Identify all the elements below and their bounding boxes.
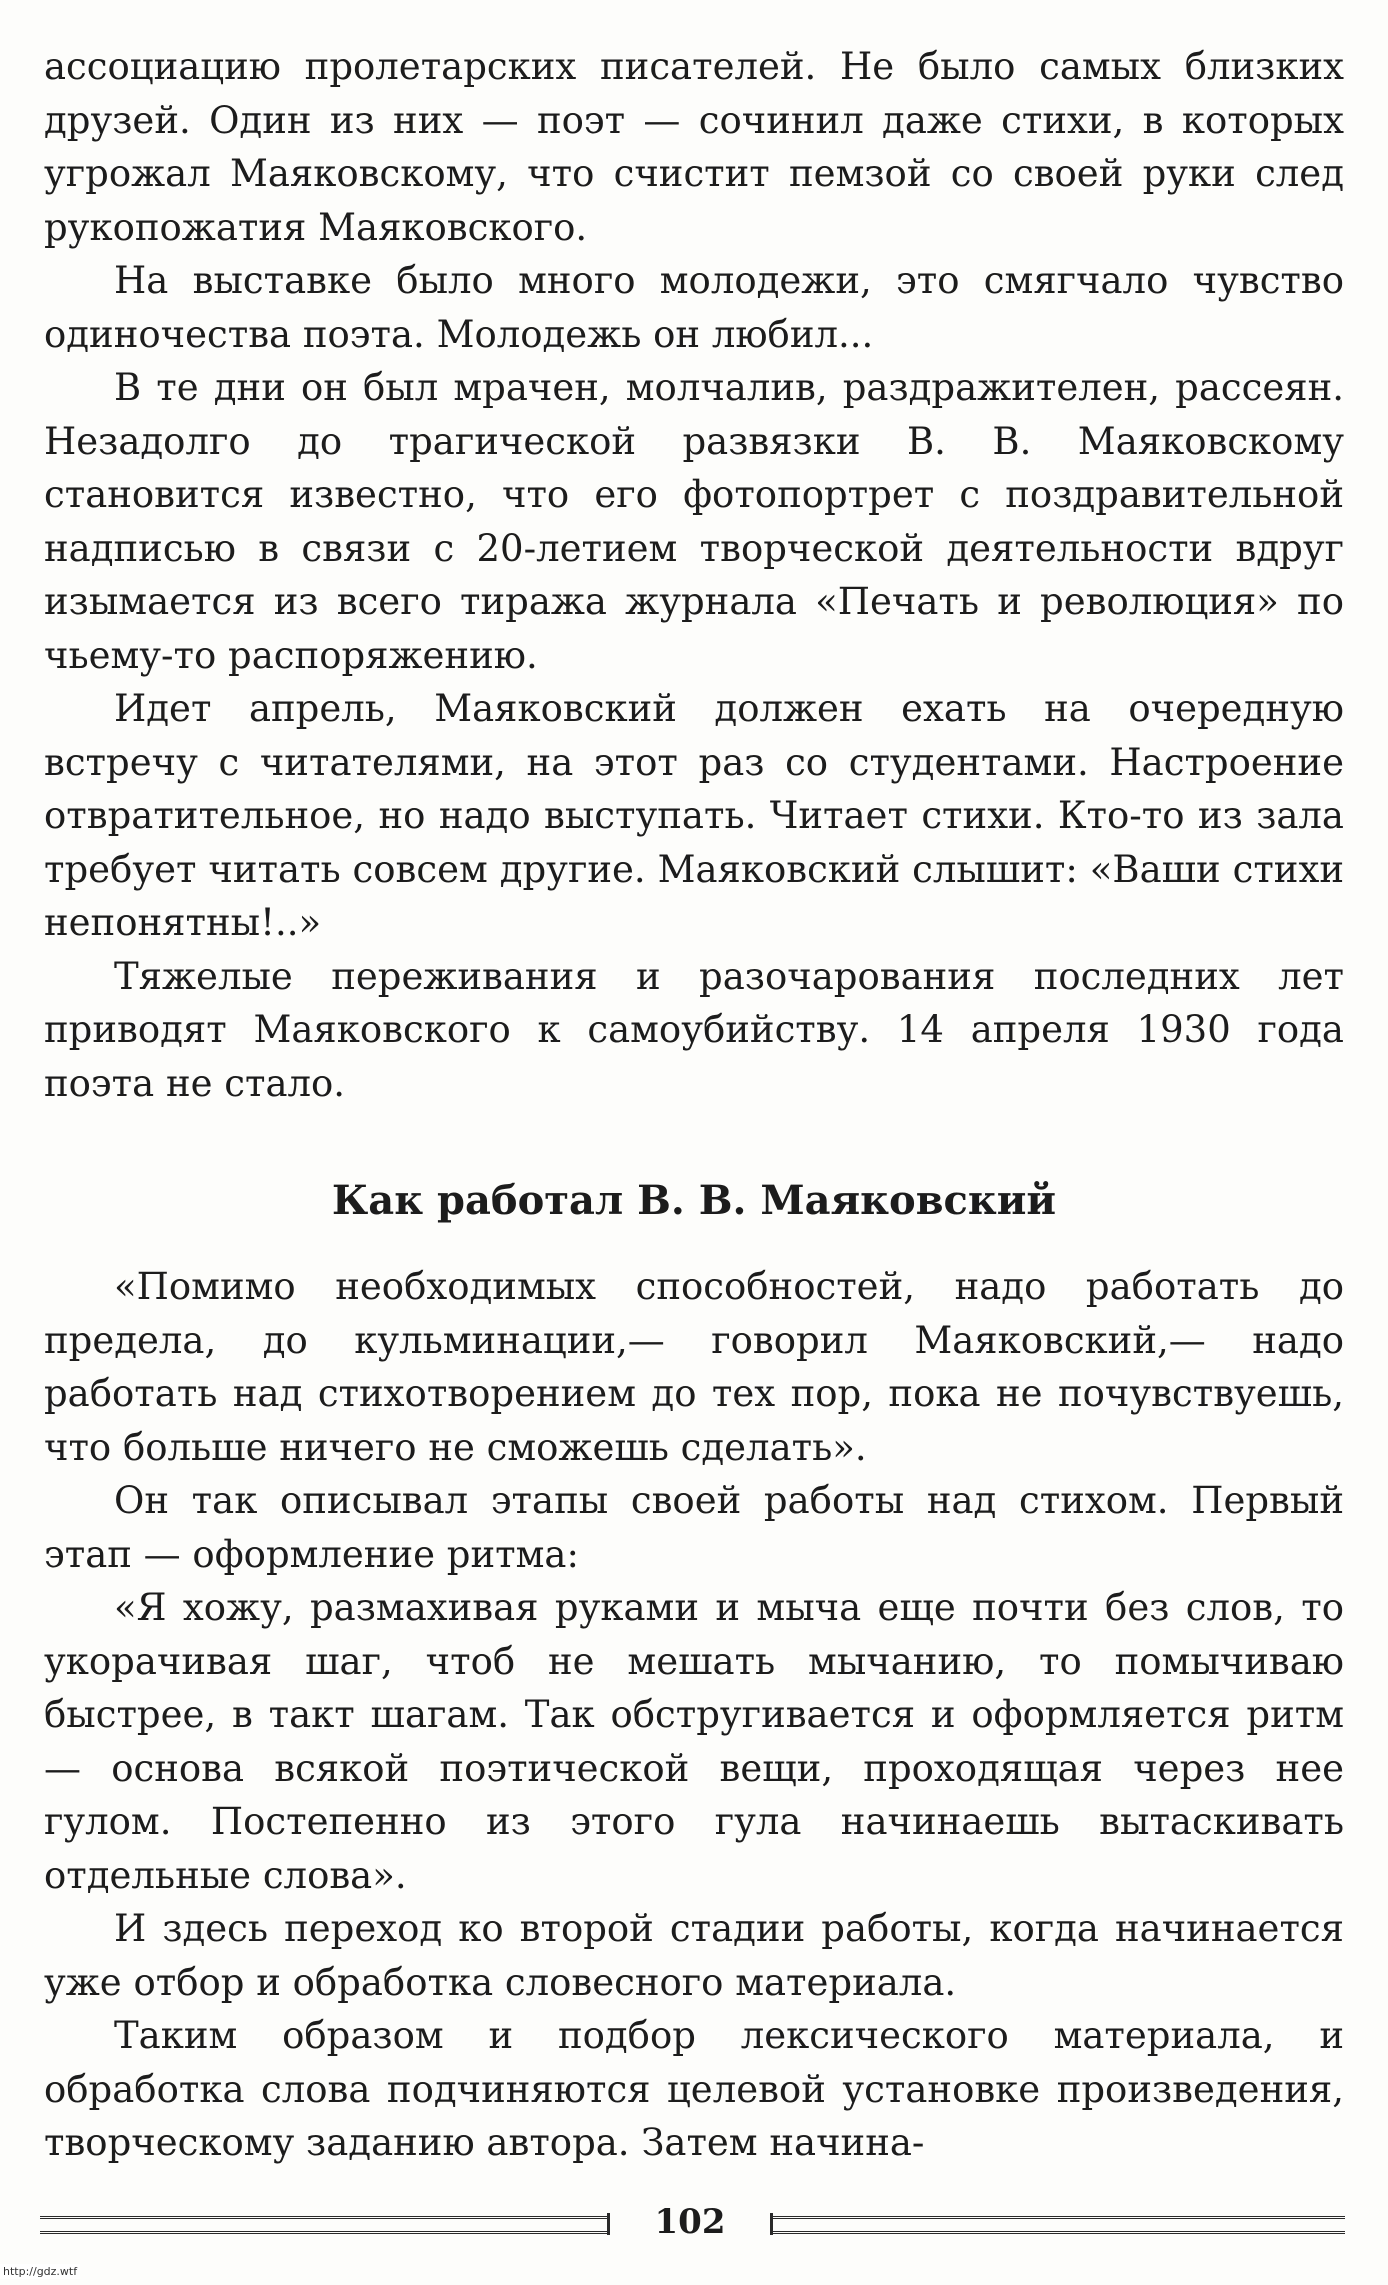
paragraph-2: На выставке было много молодежи, это смягчало чувство одиночества поэта. Молодежь он любил... (44, 259, 1344, 356)
paragraph-6: «Помимо необходимых способностей, надо работать до предела, до кульминации,— говорил Маяковский,— надо работать над стихотворением до тех пор, пока не почувствуешь, что больше ничего не сможешь сделать». (44, 1265, 1344, 1469)
paragraph-7: Он так описывал этапы своей работы над стихом. Первый этап — оформление ритма: (44, 1479, 1344, 1576)
paragraph-8: «Я хожу, размахивая руками и мыча еще почти без слов, то укорачивая шаг, чтоб не мешать мычанию, то помычиваю быстрее, в такт шагам. Так обстругивается и оформляется ритм — основа всякой поэтической вещи, проходящая через нее гулом. Постепенно из этого гула начинаешь вытаскивать отдельные слова». (44, 1586, 1344, 1897)
section-heading: Как работал В. В. Маяковский (331, 1177, 1057, 1224)
paragraph-10: Таким образом и подбор лексического материала, и обработка слова подчиняются целевой установке произведения, творческому заданию автора. Затем начина- (44, 2014, 1344, 2164)
paragraph-3: В те дни он был мрачен, молчалив, раздражителен, рассеян. Незадолго до трагической развязки В. В. Маяковскому становится известно, что его фотопортрет с поздравительной надписью в связи с 20-летием творческой деятельности вдруг изымается из всего тиража журнала «Печать и революция» по чьему-то распоряжению. (44, 366, 1344, 677)
paragraph-9: И здесь переход ко второй стадии работы, когда начинается уже отбор и обработка словесного материала. (44, 1907, 1344, 2004)
source-watermark: http://gdz.wtf (0, 2264, 80, 2279)
page-footer (40, 2198, 1345, 2248)
page-number: 102 (654, 2202, 726, 2242)
paragraph-5: Тяжелые переживания и разочарования последних лет приводят Маяковского к самоубийству. 14 апреля 1930 года поэта не стало. (44, 954, 1344, 1105)
paragraph-1: ассоциацию пролетарских писателей. Не было самых близких друзей. Один из них — поэт — сочинил даже стихи, в которых угрожал Маяковскому, что счистит пемзой со своей руки след рукопожатия Маяковского. (44, 45, 1344, 249)
paragraph-4: Идет апрель, Маяковский должен ехать на очередную встречу с читателями, на этот раз со студентами. Настроение отвратительное, но надо выступать. Читает стихи. Кто-то из зала требует читать совсем другие. Маяковский слышит: «Ваши стихи непонятны!..» (44, 687, 1344, 944)
footer-rule-left (40, 2216, 610, 2234)
footer-rule-right (770, 2216, 1345, 2234)
page-text (44, 40, 1344, 2170)
